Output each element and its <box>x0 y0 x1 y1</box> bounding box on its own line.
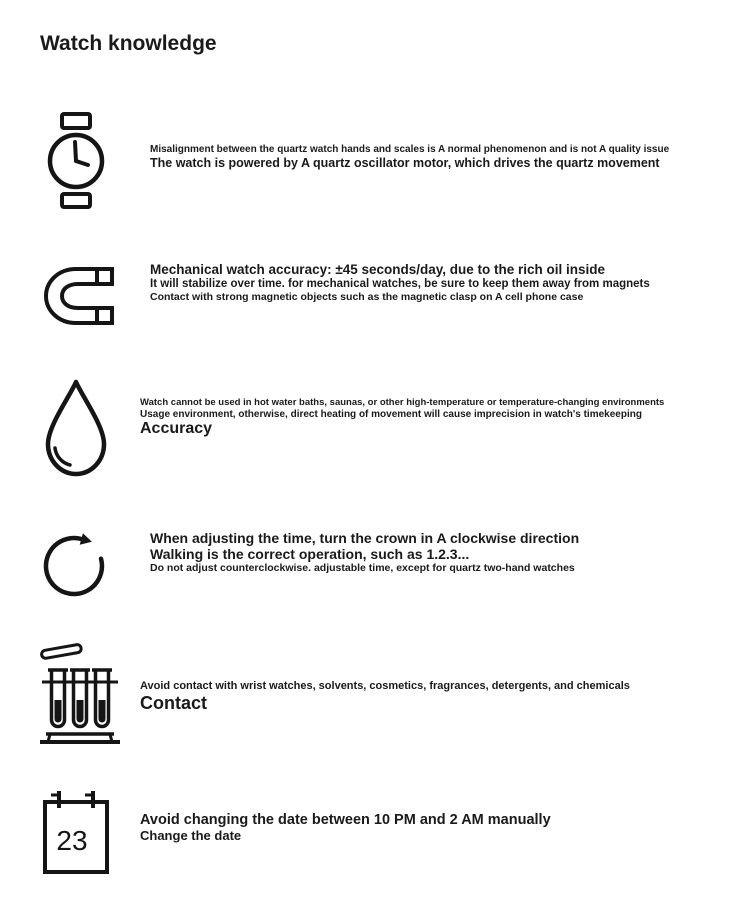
text-line: Avoid contact with wrist watches, solvents, cosmetics, fragrances, detergents, and chemicals <box>140 680 630 692</box>
water-drop-icon <box>40 378 112 478</box>
section-text <box>150 262 650 303</box>
magnet-icon <box>42 266 116 326</box>
text-line: It will stabilize over time. for mechanical watches, be sure to keep them away from magnets <box>150 277 650 290</box>
watch-icon <box>42 112 110 210</box>
text-line: Change the date <box>140 827 242 843</box>
text-line: Contact with strong magnetic objects such as the magnetic clasp on A cell phone case <box>150 290 584 303</box>
calendar-icon <box>42 788 110 876</box>
text-line: Watch cannot be used in hot water baths, saunas, or other high-temperature or temperature-changing environments <box>140 397 665 408</box>
page-title: Watch knowledge <box>40 32 217 55</box>
section-text <box>150 530 579 574</box>
text-line: Avoid changing the date between 10 PM and 2 AM manually <box>140 812 551 828</box>
text-line: Mechanical watch accuracy: ±45 seconds/day, due to the rich oil inside <box>150 262 606 277</box>
test-tubes-icon <box>40 642 120 748</box>
text-line: Contact <box>140 692 207 713</box>
text-line: Usage environment, otherwise, direct heating of movement will cause imprecision in watch's timekeeping <box>140 408 642 420</box>
text-line: Accuracy <box>140 420 213 438</box>
calendar-day: 23 <box>56 825 88 856</box>
text-line: The watch is powered by A quartz oscillator motor, which drives the quartz movement <box>150 155 660 170</box>
text-line: Walking is the correct operation, such as 1.2.3... <box>150 546 470 563</box>
clockwise-arrow-icon <box>40 520 112 608</box>
section-text <box>140 398 664 439</box>
section-text <box>140 812 551 844</box>
text-line: Do not adjust counterclockwise. adjustable time, except for quartz two-hand watches <box>150 562 575 575</box>
section-text <box>150 144 669 170</box>
text-line: When adjusting the time, turn the crown in A clockwise direction <box>150 530 580 546</box>
text-line: Misalignment between the quartz watch hands and scales is A normal phenomenon and is not A quality issue <box>150 144 670 155</box>
section-text <box>140 680 630 713</box>
